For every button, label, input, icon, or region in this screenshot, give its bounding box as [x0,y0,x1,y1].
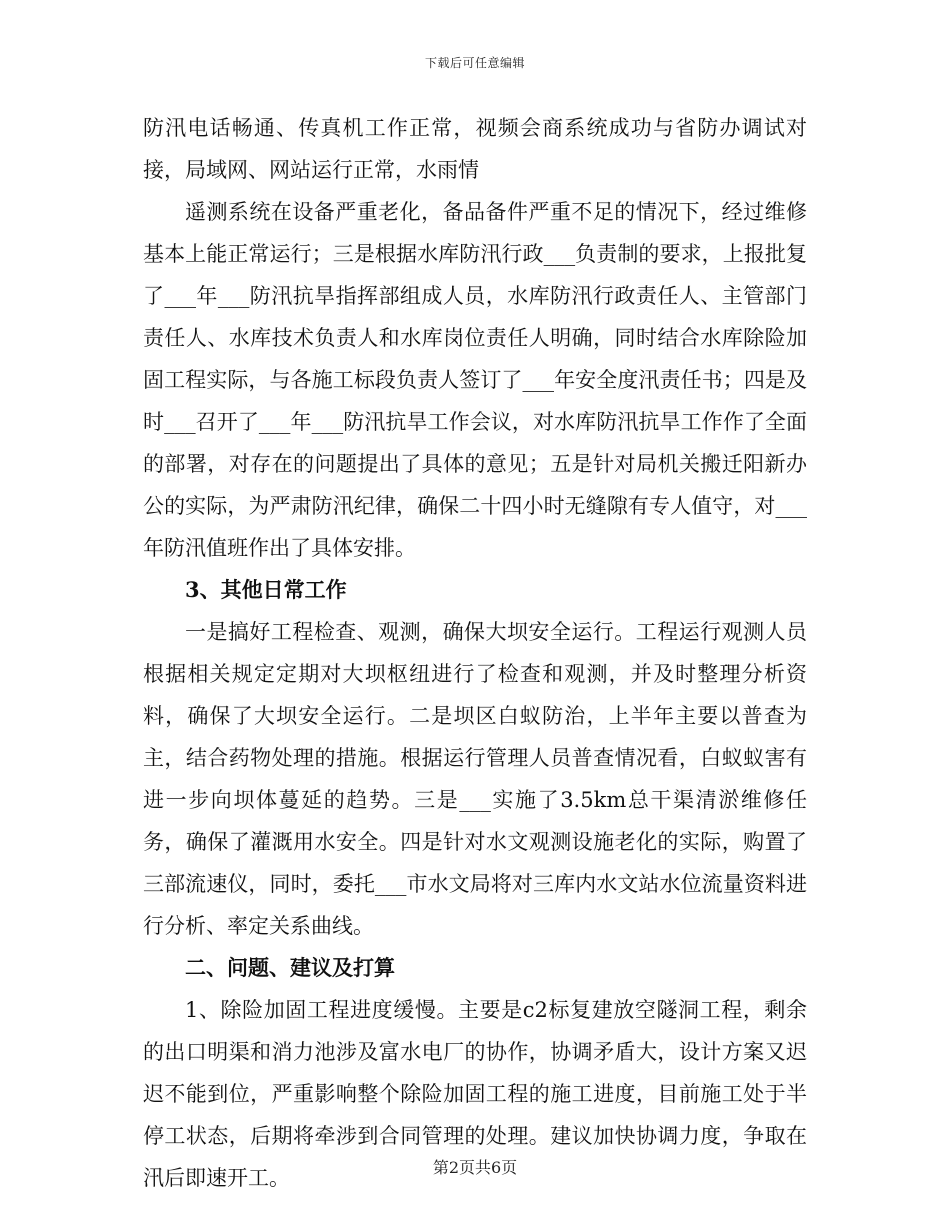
section-heading-issues-suggestions: 二、问题、建议及打算 [185,955,395,980]
paragraph-flood-communications: 防汛电话畅通、传真机工作正常，视频会商系统成功与省防办调试对接，局域网、网站运行正常，水雨情 [143,116,807,182]
paragraph-telemetry-system: 遥测系统在设备严重老化，备品备件严重不足的情况下，经过维修基本上能正常运行；三是根据水库防汛行政___负责制的要求，上报批复了___年___防汛抗旱指挥部组成人员，水库防汛行政责任人、主管部门责任人、水库技术负责人和水库岗位责任人明确，同时结合水库除险加固工程实际，与各施工标段负责人签订了___年安全度汛责任书；四是及时___召开了___年___防汛抗旱工作会议，对水库防汛抗旱工作作了全面的部署，对存在的问题提出了具体的意见；五是针对局机关搬迁阳新办公的实际，为严肃防汛纪律，确保二十四小时无缝隙有专人值守，对___年防汛值班作出了具体安排。 [143,200,807,560]
section-heading-daily-work: 3、其他日常工作 [185,577,347,602]
paragraph-reinforcement-progress: 1、除险加固工程进度缓慢。主要是c2标复建放空隧洞工程，剩余的出口明渠和消力池涉及富水电厂的协作，协调矛盾大，设计方案又迟迟不能到位，严重影响整个除险加固工程的施工进度，目前施工处于半停工状态，后期将牵涉到合同管理的处理。建议加快协调力度，争取在汛后即速开工。 [143,998,807,1190]
paragraph-dam-inspection: 一是搞好工程检查、观测，确保大坝安全运行。工程运行观测人员根据相关规定定期对大坝枢纽进行了检查和观测，并及时整理分析资料，确保了大坝安全运行。二是坝区白蚁防治，上半年主要以普查为主，结合药物处理的措施。根据运行管理人员普查情况看，白蚁蚁害有进一步向坝体蔓延的趋势。三是___实施了3.5km总干渠清淤维修任务，确保了灌溉用水安全。四是针对水文观测设施老化的实际，购置了三部流速仪，同时，委托___市水文局将对三库内水文站水位流量资料进行分析、率定关系曲线。 [143,620,807,938]
page-header: 下载后可任意编辑 [424,56,525,70]
document-body [143,107,807,1199]
page-number: 第2页共6页 [432,1158,518,1177]
